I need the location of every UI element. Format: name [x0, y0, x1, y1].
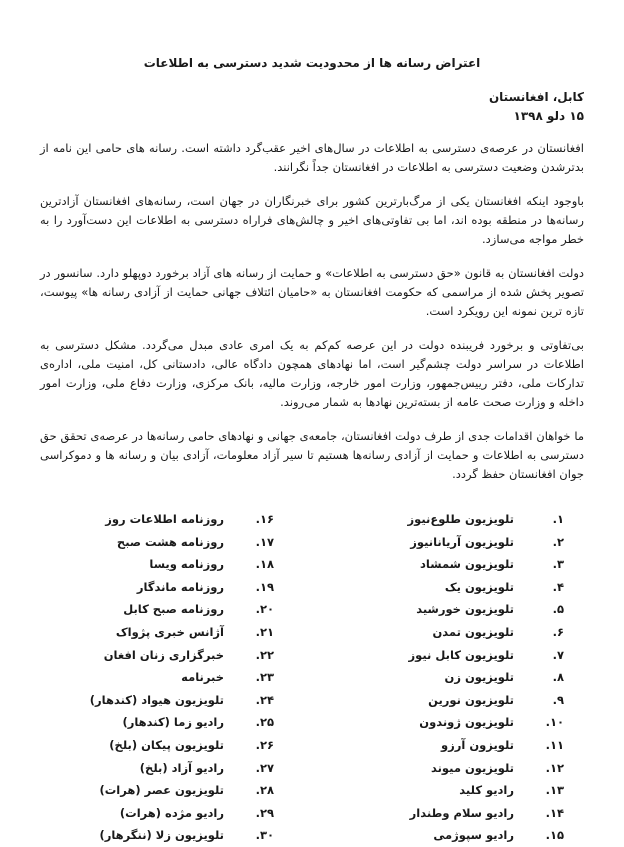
list-item-number: ۱۹. — [255, 579, 274, 594]
list-item — [44, 757, 274, 780]
list-item — [324, 621, 564, 644]
list-item — [324, 689, 564, 712]
list-item-number: ۳. — [552, 557, 564, 572]
list-item — [44, 621, 274, 644]
list-item-name: تلویزیون زلا (ننگرهار) — [99, 828, 224, 843]
list-item-name: تلویزیون طلوع‌نیوز — [407, 512, 514, 526]
list-item — [324, 779, 564, 802]
list-item-name: خبرنامه — [181, 670, 224, 685]
list-item-name: تلویزیون تمدن — [432, 624, 514, 639]
paragraph-4: بی‌تفاوتی و برخورد فریبنده دولت در این عرصه کم‌کم به یک امری عادی مبدل می‌گردد. مشکل دسترسی به اطلاعات در سراسر دولت چشم‌گیر است، اما نهادهای همچون دادگاه عالی، دادستانی کل، امنیت ملی، اداره‌ی تدارکات ملی، دفتر رییس‌جمهور، وزارت امور خارجه، وزارت مالیه، بانک مرکزی، وزارت دفاع ملی، وزارت امور داخله و وزارت صحت عامه از بسته‌ترین نهادها به شمار می‌روند. — [40, 338, 584, 409]
list-item-name: تلویزیون آریانانیوز — [410, 534, 514, 549]
list-item-number: ۲۶. — [255, 737, 274, 752]
list-item — [324, 734, 564, 757]
paragraph-1: افغانستان در عرصه‌ی دسترسی به اطلاعات در سال‌های اخیر عقب‌گرد داشته است. رسانه های حامی این نامه از بدترشدن وضعیت دسترسی به اطلاعات در افغانستان جداً نگرانند. — [40, 141, 584, 174]
list-item-number: ۲۲. — [255, 647, 274, 662]
list-item-name: روزنامه ویسا — [149, 557, 224, 572]
list-item — [324, 508, 564, 531]
list-item — [324, 598, 564, 621]
list-item-name: روزنامه هشت صبح — [116, 534, 224, 549]
list-item-number: ۱۸. — [255, 557, 274, 572]
list-item-name: تلویزیون یک — [444, 579, 514, 594]
list-item — [44, 576, 274, 599]
list-item-name: تلویزیون خورشید — [416, 602, 514, 617]
list-item-name: تلویزیون شمشاد — [420, 557, 514, 572]
list-item-number: ۲۹. — [255, 805, 274, 820]
list-item-number: ۱۰. — [545, 715, 564, 730]
list-item-number: ۴. — [552, 579, 564, 594]
list-item-name: تلویزیون پیکان (بلخ) — [109, 737, 224, 752]
list-item-name: تلویزون آرزو — [441, 737, 514, 752]
list-item-number: ۱۷. — [255, 534, 274, 549]
list-item-number: ۲۵. — [255, 715, 274, 730]
signatories-column-right — [324, 508, 564, 847]
list-item — [324, 824, 564, 847]
list-item — [44, 598, 274, 621]
list-item — [44, 689, 274, 712]
list-item — [324, 666, 564, 689]
list-item — [44, 644, 274, 667]
letter-title: اعتراض رسانه ها از محدودیت شدید دسترسی به اطلاعات — [143, 56, 481, 70]
list-item-number: ۲۸. — [255, 783, 274, 798]
list-item-name: رادیو سلام وطندار — [409, 805, 514, 820]
list-item-name: رادیو مژده (هرات) — [119, 805, 224, 820]
list-item — [44, 824, 274, 847]
list-item-name: تلویزیون کابل نیوز — [408, 647, 514, 662]
list-item-number: ۹. — [552, 692, 564, 707]
list-item — [324, 531, 564, 554]
list-item-number: ۱۱. — [545, 737, 564, 752]
list-item — [44, 508, 274, 531]
list-item — [44, 779, 274, 802]
list-item-name: تلویزیون نورین — [428, 692, 514, 707]
paragraph-3: دولت افغانستان به قانون «حق دسترسی به اطلاعات» و حمایت از رسانه های آزاد برخورد دوپهلو دارد. سانسور در تصویر پخش شده از مراسمی که حکومت افغانستان به «حامیان ائتلاف جهانی حمایت از آزادی رسانه ها» پیوست، تازه ترین نمونه این رویکرد است. — [40, 266, 584, 318]
list-item-name: روزنامه اطلاعات روز — [105, 512, 224, 526]
list-item-number: ۲۷. — [255, 760, 274, 775]
list-item-number: ۲۱. — [255, 624, 274, 639]
list-item-name: تلویزیون عصر (هرات) — [99, 783, 224, 798]
paragraph-5: ما خواهان اقدامات جدی از طرف دولت افغانستان، جامعه‌ی جهانی و نهادهای حامی رسانه‌ها در عرصه‌ی تحقق حق دسترسی به اطلاعات و حمایت از آزادی رسانه‌ها هستیم تا سیر آزاد معلومات، آزادی بیان و رسانه ها و دموکراسی جوان افغانستان حفظ گردد. — [40, 429, 584, 481]
list-item-name: رادیو کلید — [459, 783, 514, 798]
list-item-number: ۱۳. — [545, 783, 564, 798]
list-item-name: آژانس خبری پژواک — [115, 624, 224, 639]
list-item-name: روزنامه صبح کابل — [123, 602, 224, 617]
list-item — [324, 757, 564, 780]
list-item-number: ۷. — [552, 647, 564, 662]
list-item-number: ۱۵. — [545, 828, 564, 843]
paragraph-2: باوجود اینکه افغانستان یکی از مرگ‌بارترین کشور برای خبرنگاران در جهان است، رسانه‌های افغانستان آزادترین رسانه‌ها در منطقه بوده اند، اما بی تفاوتی‌های اخیر و چالش‌های فراراه دسترسی به اطلاعات این دست‌آورد را به خطر مواجه می‌سازد. — [40, 194, 584, 246]
list-item-number: ۵. — [552, 602, 564, 617]
list-item-name: تلویزیون میوند — [430, 760, 514, 775]
list-item — [324, 553, 564, 576]
signatories-column-left — [44, 508, 274, 847]
list-item-number: ۱۲. — [545, 760, 564, 775]
list-item-number: ۱۴. — [545, 805, 564, 820]
list-item — [44, 553, 274, 576]
list-item-name: روزنامه ماندگار — [136, 579, 224, 594]
list-item — [324, 644, 564, 667]
list-item-number: ۲۳. — [255, 670, 274, 685]
list-item-number: ۲. — [552, 534, 564, 549]
list-item-number: ۲۰. — [255, 602, 274, 617]
list-item — [324, 711, 564, 734]
list-item — [324, 802, 564, 825]
list-item-number: ۱. — [552, 512, 564, 526]
list-item — [44, 802, 274, 825]
list-item-number: ۸. — [552, 670, 564, 685]
list-item-name: خبرگزاری زنان افغان — [103, 647, 224, 662]
list-item — [44, 711, 274, 734]
list-item-number: ۲۴. — [255, 692, 274, 707]
list-item-name: رادیو سپوژمی — [433, 828, 514, 843]
list-item-name: رادیو آزاد (بلخ) — [139, 760, 224, 775]
list-item-number: ۱۶. — [255, 512, 274, 526]
list-item-number: ۶. — [552, 624, 564, 639]
list-item-name: تلویزیون هیواد (کندهار) — [89, 692, 224, 707]
letter-place: کابل، افغانستان — [488, 90, 584, 104]
letter-date: ۱۵ دلو ۱۳۹۸ — [513, 109, 584, 123]
list-item-name: تلویزیون ژوندون — [419, 715, 514, 730]
list-item-name: تلویزیون زن — [444, 670, 514, 685]
list-item — [324, 576, 564, 599]
list-item-name: رادیو زما (کندهار) — [122, 715, 224, 730]
list-item — [44, 734, 274, 757]
list-item-number: ۳۰. — [255, 828, 274, 843]
list-item — [44, 531, 274, 554]
list-item — [44, 666, 274, 689]
